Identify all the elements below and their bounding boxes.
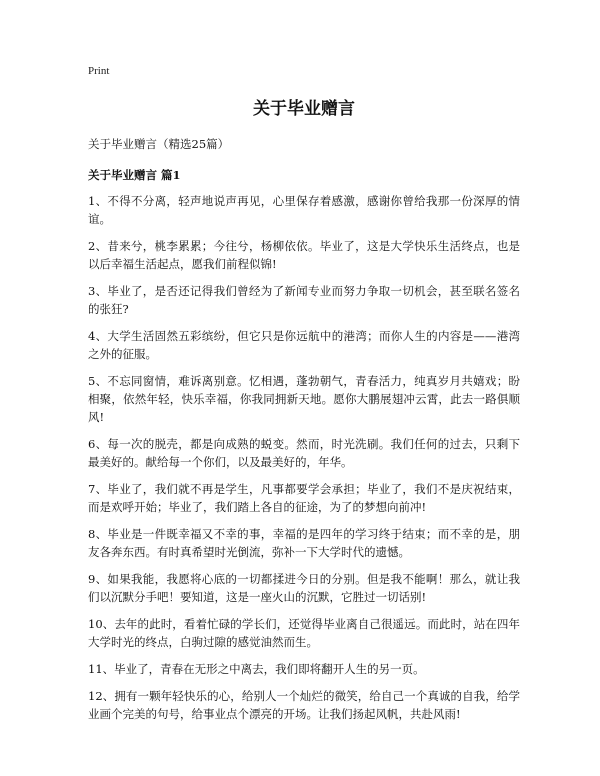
paragraph-9: 9、如果我能，我愿将心底的一切都揉进今日的分别。但是我不能啊！那么，就让我们以沉默分手吧！要知道，这是一座火山的沉默，它胜过一切话别! <box>88 572 520 604</box>
paragraph-list <box>88 192 520 723</box>
paragraph-10: 10、去年的此时，看着忙碌的学长们，还觉得毕业离自己很遥远。而此时，站在四年大学时光的终点，白驹过隙的感觉油然而生。 <box>88 617 520 649</box>
paragraph-8: 8、毕业是一件既幸福又不幸的事，幸福的是四年的学习终于结束；而不幸的是，朋友各奔东西。有时真希望时光倒流，弥补一下大学时代的遗憾。 <box>88 527 520 559</box>
paragraph-4: 4、大学生活固然五彩缤纷，但它只是你远航中的港湾；而你人生的内容是——港湾之外的征服。 <box>88 329 520 361</box>
paragraph-11: 11、毕业了，青春在无形之中离去，我们即将翻开人生的另一页。 <box>88 662 425 676</box>
paragraph-1: 1、不得不分离，轻声地说声再见，心里保存着感激，感谢你曾给我那一份深厚的情谊。 <box>88 194 520 226</box>
page-title: 关于毕业赠言 <box>253 99 355 119</box>
paragraph-12: 12、拥有一颗年轻快乐的心，给别人一个灿烂的微笑，给自己一个真诚的自我，给学业画个完美的句号，给事业点个漂亮的开场。让我们扬起风帆，共赴风雨! <box>88 689 520 721</box>
paragraph-7: 7、毕业了，我们就不再是学生，凡事都要学会承担；毕业了，我们不是庆祝结束，而是欢呼开始；毕业了，我们踏上各自的征途，为了的梦想向前冲! <box>88 482 520 514</box>
document-page <box>88 64 520 723</box>
paragraph-6: 6、每一次的脱壳，都是向成熟的蜕变。然而，时光洗刷。我们任何的过去，只剩下最美好的。献给每一个你们，以及最美好的，年华。 <box>88 437 520 469</box>
document-subtitle: 关于毕业赠言（精选25篇） <box>88 137 230 151</box>
paragraph-3: 3、毕业了，是否还记得我们曾经为了新闻专业而努力争取一切机会，甚至联名签名的张狂? <box>88 284 520 316</box>
paragraph-2: 2、昔来兮，桃李累累；今往兮，杨柳依依。毕业了，这是大学快乐生活终点，也是以后幸福生活起点，愿我们前程似锦! <box>88 239 520 271</box>
paragraph-5: 5、不忘同窗情，难诉离别意。忆相遇，蓬勃朝气，青春活力，纯真岁月共嬉戏；盼相聚，依然年轻，快乐幸福，你我同拥新天地。愿你大鹏展翅冲云霄，此去一路俱顺风! <box>88 374 520 424</box>
print-link[interactable]: Print <box>88 65 110 77</box>
section-heading: 关于毕业赠言 篇1 <box>88 168 181 182</box>
